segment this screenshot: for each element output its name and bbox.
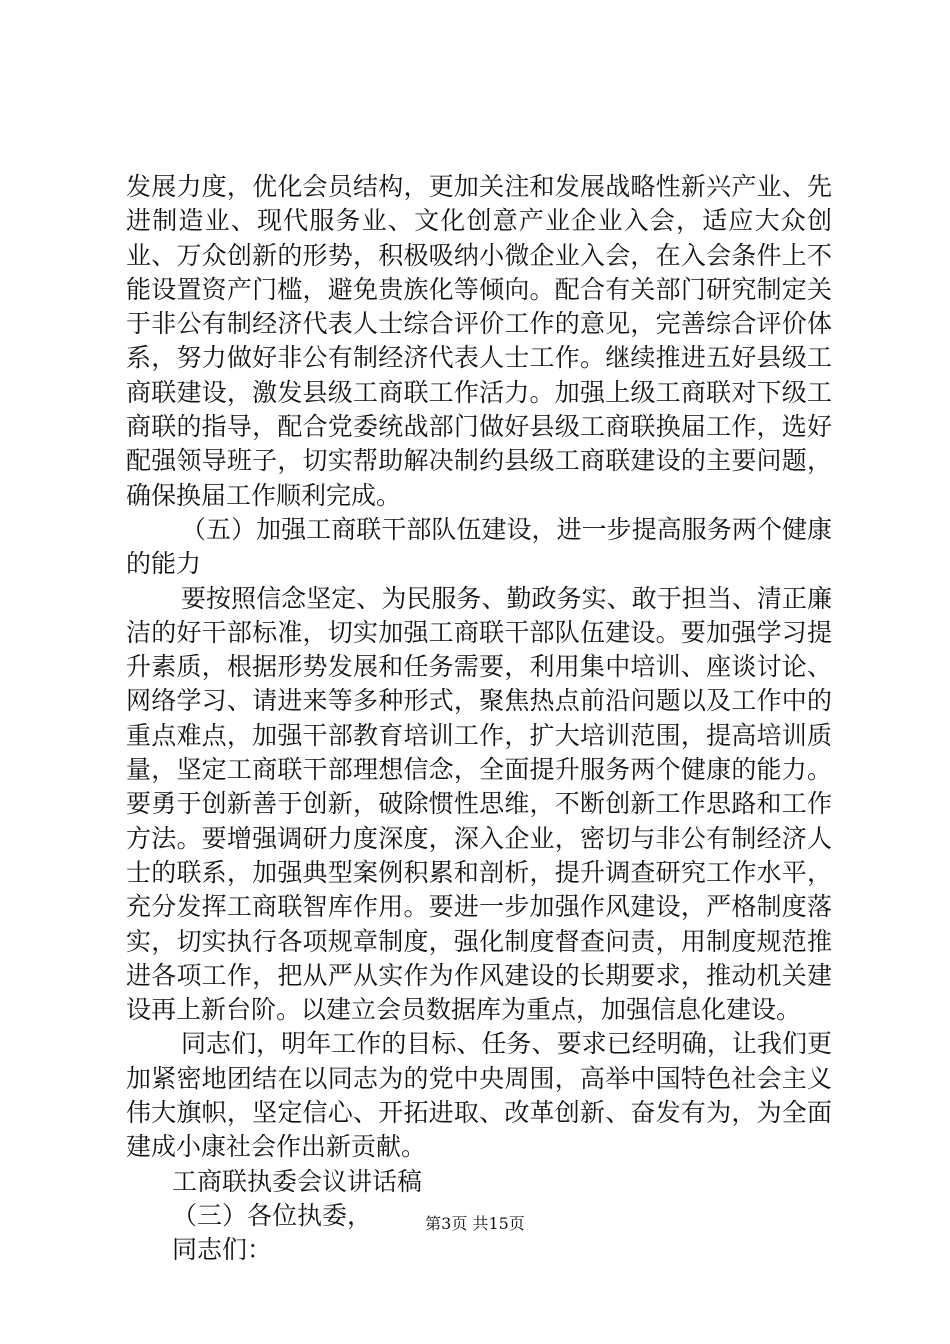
body-paragraph-cadre-building: 要按照信念坚定、为民服务、勤政务实、敢于担当、清正廉洁的好干部标准，切实加强工商联干部队伍建设。要加强学习提升素质，根据形势发展和任务需要，利用集中培训、座谈讨论、网络学习、请进来等多种形式，聚焦热点前沿问题以及工作中的重点难点，加强干部教育培训工作，扩大培训范围，提高培训质量，坚定工商联干部理想信念，全面提升服务两个健康的能力。要勇于创新善于创新，破除惯性思维，不断创新工作思路和工作方法。要增强调研力度深度，深入企业，密切与非公有制经济人士的联系，加强典型案例积累和剖析，提升调查研究工作水平，充分发挥工商联智库作用。要进一步加强作风建设，严格制度落实，切实执行各项规章制度，强化制度督查问责，用制度规范推进各项工作，把从严从实作为作风建设的长期要求，推动机关建设再上新台阶。以建立会员数据库为重点，加强信息化建设。 [126,583,832,1025]
salutation-line: （三）各位执委， [172,1200,373,1230]
greeting-line: 同志们： [172,1235,273,1265]
section-heading-five: （五）加强工商联干部队伍建设，进一步提高服务两个健康的能力 [126,514,832,579]
page-number-footer: 第3页 共15页 [425,1214,525,1233]
document-body [126,170,832,1268]
speech-title-line: 工商联执委会议讲话稿 [172,1166,423,1196]
body-paragraph-closing-remarks: 同志们，明年工作的目标、任务、要求已经明确，让我们更加紧密地团结在以同志为的党中央周围，高举中国特色社会主义伟大旗帜，坚定信心、开拓进取、改革创新、奋发有为，为全面建成小康社会作出新贡献。 [126,1029,832,1162]
body-paragraph-continued: 发展力度，优化会员结构，更加关注和发展战略性新兴产业、先进制造业、现代服务业、文化创意产业企业入会，适应大众创业、万众创新的形势，积极吸纳小微企业入会，在入会条件上不能设置资产门槛，避免贵族化等倾向。配合有关部门研究制定关于非公有制经济代表人士综合评价工作的意见，完善综合评价体系，努力做好非公有制经济代表人士工作。继续推进五好县级工商联建设，激发县级工商联工作活力。加强上级工商联对下级工商联的指导，配合党委统战部门做好县级工商联换届工作，选好配强领导班子，切实帮助解决制约县级工商联建设的主要问题，确保换届工作顺利完成。 [126,172,832,510]
